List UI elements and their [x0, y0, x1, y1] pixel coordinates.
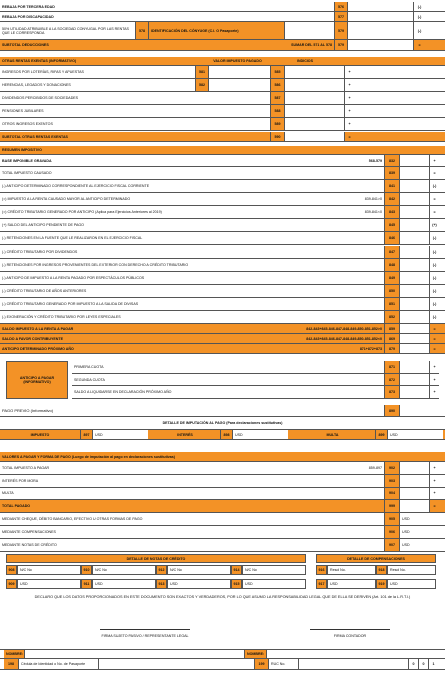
- section-header: [0, 452, 445, 462]
- row-label: MULTA: [2, 491, 14, 496]
- sign: +: [429, 374, 439, 386]
- row-label: (-) RETENCIONES POR INGRESOS PROVENIENTES DEL EXTERIOR CON DERECHO A CRÉDITO TRIBUTARIO: [2, 262, 189, 267]
- row-label: SALDO IMPUESTO A LA RENTA A PAGAR: [2, 326, 74, 331]
- field-code: 846: [384, 232, 399, 244]
- exempt-row: [0, 66, 445, 79]
- value-field[interactable]: [399, 180, 429, 192]
- field-code: 909: [6, 579, 17, 589]
- summary-row: [0, 232, 445, 245]
- value-field[interactable]: [399, 193, 429, 205]
- value-field[interactable]: [347, 12, 413, 21]
- imputation-label: IMPUESTO: [30, 432, 50, 437]
- field-code: 912: [156, 565, 167, 575]
- column-header: INDICIOS: [297, 59, 313, 63]
- sign: +: [429, 475, 439, 487]
- sign: (-): [429, 246, 439, 258]
- row-label: MEDIANTE NOTAS DE CRÉDITO: [2, 542, 57, 547]
- sign: +: [344, 66, 354, 78]
- form-row: [0, 2, 445, 12]
- form-row: [0, 324, 445, 334]
- value-field[interactable]: [399, 462, 429, 474]
- value-field[interactable]: [399, 259, 429, 271]
- field-code: 859: [384, 324, 399, 333]
- section-header: [0, 57, 445, 66]
- row-label: INGRESOS POR LOTERÍAS, RIFAS Y APUESTAS: [2, 70, 84, 74]
- field-code: 842: [384, 193, 399, 205]
- field-code: 919: [376, 579, 387, 589]
- ruc-digit: 0: [408, 659, 418, 669]
- field-code: 917: [316, 579, 327, 589]
- formula: 859-897: [368, 465, 382, 470]
- field-code: 576: [334, 2, 347, 11]
- field-code: 903: [384, 475, 399, 487]
- field-code: 839: [384, 167, 399, 179]
- exempt-row: [0, 92, 445, 105]
- row-label: (-) ANTICIPO DE IMPUESTO A LA RENTA PAGADO POR ESPECTÁCULOS PÚBLICOS: [2, 275, 145, 280]
- spouse-id-field[interactable]: [284, 22, 334, 39]
- value-field[interactable]: [284, 66, 344, 78]
- value-field[interactable]: [284, 92, 344, 104]
- section-header: [0, 146, 445, 155]
- payment-row: [0, 475, 445, 488]
- sign: +: [429, 462, 439, 474]
- value-field[interactable]: [399, 488, 429, 500]
- row-label: INTERÉS POR MORA: [2, 478, 39, 483]
- summary-row: [0, 272, 445, 285]
- credit-note-field[interactable]: USD: [242, 579, 306, 589]
- summary-row: [0, 311, 445, 324]
- compensation-field[interactable]: USD: [387, 579, 436, 589]
- field-code: 586: [270, 79, 284, 91]
- section-title: VALORES A PAGAR Y FORMA DE PAGO (Luego de imputación al pago en declaraciones sustitutivas): [2, 454, 175, 459]
- value-field[interactable]: [284, 118, 344, 130]
- summary-row: [0, 180, 445, 193]
- credit-note-field[interactable]: N/C No: [17, 565, 81, 575]
- sign: =: [429, 193, 439, 205]
- row-label: 50% UTILIDAD ATRIBUIBLE A LA SOCIEDAD CONYUGAL POR LAS RENTAS QUE LE CORRESPONDA: [2, 26, 129, 35]
- imputation-value[interactable]: USD: [232, 430, 288, 439]
- field-code: 849: [384, 272, 399, 284]
- value-field[interactable]: [399, 311, 429, 323]
- exempt-row: [0, 79, 445, 92]
- sign: (-): [429, 285, 439, 297]
- formula: 842-843+845-846-847-848-849-850-851-852>0: [306, 326, 382, 331]
- form-row: [0, 12, 445, 22]
- value-field[interactable]: USD: [399, 539, 429, 551]
- payment-row: [0, 539, 445, 552]
- row-label: MEDIANTE CHEQUE, DÉBITO BANCARIO, EFECTIVO U OTRAS FORMAS DE PAGO: [2, 517, 143, 522]
- id-field[interactable]: [98, 659, 244, 669]
- sign: +: [429, 361, 439, 373]
- ruc-field[interactable]: [298, 659, 408, 669]
- field-code: 918: [376, 565, 387, 575]
- form-row: [0, 344, 445, 354]
- sign: =: [429, 344, 439, 353]
- summary-row: [0, 285, 445, 298]
- advance-block-title: ANTICIPO A PAGAR (INFORMATIVO): [6, 361, 68, 399]
- field-code: 906: [384, 526, 399, 538]
- row-label: HERENCIAS, LEGADOS Y DONACIONES: [2, 83, 71, 87]
- signature-label-taxpayer: FIRMA SUJETO PASIVO / REPRESENTANTE LEGAL: [101, 634, 189, 638]
- imputation-label: MULTA: [326, 432, 339, 437]
- field-code: 587: [270, 92, 284, 104]
- row-label: SUBTOTAL OTRAS RENTAS EXENTAS: [2, 134, 68, 139]
- sign: +: [429, 155, 439, 166]
- form-row: [0, 155, 445, 167]
- summary-row: [0, 219, 445, 232]
- sign: =: [344, 132, 354, 141]
- column-header: VALOR IMPUESTO PAGADO: [213, 59, 262, 63]
- field-code: 915: [231, 579, 242, 589]
- compensation-field[interactable]: Resol No.: [387, 565, 436, 575]
- sign: =: [429, 334, 439, 343]
- footer-row: [0, 659, 445, 670]
- field-code: 578: [135, 22, 148, 39]
- field-code: 850: [384, 285, 399, 297]
- subtotal-row: [0, 40, 445, 51]
- name-label: NOMBRE:: [244, 650, 266, 658]
- row-label: TOTAL IMPUESTO CAUSADO: [2, 171, 52, 176]
- summary-row: [0, 167, 445, 180]
- field-code: 899: [375, 430, 387, 439]
- compensations-title: DETALLE DE COMPENSACIONES: [316, 554, 436, 563]
- imputation-value[interactable]: USD: [387, 430, 443, 439]
- summary-row: [0, 298, 445, 311]
- field-code: 879: [384, 344, 399, 353]
- value-field[interactable]: [208, 66, 270, 78]
- sign: (-): [413, 12, 425, 21]
- row-label: (-) EXONERACIÓN Y CRÉDITO TRIBUTARIO POR LEYES ESPECIALES: [2, 314, 121, 319]
- imputation-value[interactable]: USD: [92, 430, 148, 439]
- row-label: SALDO A FAVOR CONTRIBUYENTE: [2, 336, 63, 341]
- field-code: 581: [195, 66, 208, 78]
- field-code: 905: [384, 513, 399, 525]
- sign: (-): [429, 298, 439, 310]
- row-label: (=) IMPUESTO A LA RENTA CAUSADO MAYOR AL ANTICIPO DETERMINADO: [2, 197, 131, 202]
- field-code: 585: [270, 66, 284, 78]
- summary-row: [0, 259, 445, 272]
- field-code: 582: [195, 79, 208, 91]
- exempt-row: [0, 118, 445, 131]
- row-label: TOTAL IMPUESTO A PAGAR: [2, 465, 50, 470]
- value-field[interactable]: [399, 219, 429, 231]
- payment-row: [0, 500, 445, 513]
- compensation-field[interactable]: USD: [327, 579, 376, 589]
- value-field[interactable]: [399, 324, 429, 333]
- sign: (-): [429, 259, 439, 271]
- value-field[interactable]: [399, 232, 429, 244]
- signature-label-accountant: FIRMA CONTADOR: [333, 634, 367, 638]
- sign: (-): [429, 180, 439, 192]
- sign: +: [344, 79, 354, 91]
- field-code: 898: [220, 430, 232, 439]
- value-field[interactable]: [399, 285, 429, 297]
- credit-note-field[interactable]: USD: [92, 579, 156, 589]
- section-title: OTRAS RENTAS EXENTAS (INFORMATIVO): [2, 59, 77, 63]
- payment-row: [0, 513, 445, 526]
- name-field[interactable]: [24, 650, 244, 658]
- field-code: 999: [384, 500, 399, 512]
- field-code: 847: [384, 246, 399, 258]
- field-code: 588: [270, 105, 284, 117]
- field-code: 897: [80, 430, 92, 439]
- advance-row: [72, 361, 439, 374]
- value-field[interactable]: [399, 405, 429, 416]
- subtotal-row: [0, 132, 445, 142]
- value-field[interactable]: [284, 132, 344, 141]
- value-field[interactable]: [399, 374, 429, 386]
- sign: +: [344, 118, 354, 130]
- row-label: (=) CRÉDITO TRIBUTARIO GENERADO POR ANTICIPO (Aplica para Ejercicios Anteriores al 2019): [2, 210, 162, 215]
- field-code: 832: [384, 155, 399, 166]
- value-field[interactable]: [399, 344, 429, 353]
- field-code: 910: [81, 565, 92, 575]
- field-code: 579: [334, 22, 347, 39]
- sign: +: [429, 386, 439, 398]
- credit-note-field[interactable]: N/C No: [167, 565, 231, 575]
- row-label: PAGO PREVIO (Informativo): [2, 408, 54, 413]
- value-field[interactable]: [399, 361, 429, 373]
- formula: SUMAR DEL 571 AL 578: [291, 43, 332, 47]
- formula: 839-841>0: [364, 197, 382, 202]
- field-code: 908: [6, 565, 17, 575]
- row-label: (+) SALDO DEL ANTICIPO PENDIENTE DE PAGO: [2, 223, 84, 228]
- credit-note-field[interactable]: USD: [167, 579, 231, 589]
- field-code: 869: [384, 334, 399, 343]
- name-label: NOMBRE:: [6, 652, 24, 656]
- value-field[interactable]: [399, 272, 429, 284]
- field-code: 890: [384, 405, 399, 416]
- formula: 842-843+845-846-847-848-849-850-851-852<0: [306, 336, 382, 341]
- footer-row: [0, 649, 445, 659]
- row-label: OTROS INGRESOS EXENTOS: [2, 122, 53, 126]
- sign: (-): [429, 272, 439, 284]
- form-row: [0, 405, 445, 417]
- value-field[interactable]: [399, 334, 429, 343]
- credit-note-field[interactable]: N/C No: [92, 565, 156, 575]
- field-code: 577: [334, 12, 347, 21]
- value-field[interactable]: [399, 298, 429, 310]
- field-code: 848: [384, 259, 399, 271]
- value-field[interactable]: [399, 206, 429, 218]
- field-code: 852: [384, 311, 399, 323]
- advance-row: [72, 374, 439, 387]
- sign: (+): [429, 219, 439, 231]
- row-label: SEGUNDA CUOTA: [74, 377, 105, 382]
- field-code: 911: [81, 579, 92, 589]
- payment-row: [0, 526, 445, 539]
- field-code: 902: [384, 462, 399, 474]
- row-label: SALDO A LIQUIDARSE EN DECLARACIÓN PRÓXIMO AÑO: [74, 390, 172, 395]
- payment-row: [0, 462, 445, 475]
- value-field[interactable]: [347, 40, 413, 50]
- field-code: 589: [270, 118, 284, 130]
- field-code: 851: [384, 298, 399, 310]
- summary-row: [0, 193, 445, 206]
- sign: +: [344, 92, 354, 104]
- field-code: 841: [384, 180, 399, 192]
- field-code: 843: [384, 206, 399, 218]
- value-field[interactable]: [399, 155, 429, 166]
- value-field[interactable]: [399, 246, 429, 258]
- value-field[interactable]: [208, 79, 270, 91]
- formula: 839-841<0: [364, 210, 382, 215]
- row-label: (-) CRÉDITO TRIBUTARIO DE AÑOS ANTERIORES: [2, 288, 87, 293]
- imputation-title: DETALLE DE IMPUTACIÓN AL PAGO (Para declaraciones sustitutivas): [162, 421, 283, 425]
- formula: 568-579: [368, 158, 382, 163]
- exempt-row: [0, 105, 445, 118]
- field-code: 872: [384, 374, 399, 386]
- compensation-field[interactable]: Resol No.: [327, 565, 376, 575]
- sign: (-): [413, 2, 425, 11]
- field-code: 873: [384, 386, 399, 398]
- form-row: [0, 334, 445, 344]
- form-row: [0, 22, 445, 40]
- value-field[interactable]: USD: [399, 513, 429, 525]
- row-label: SUBTOTAL DEDUCCIONES: [2, 43, 49, 47]
- row-label: (-) CRÉDITO TRIBUTARIO POR DIVIDENDOS: [2, 249, 78, 254]
- sign: (-): [429, 311, 439, 323]
- advance-row: [72, 386, 439, 399]
- value-field[interactable]: [399, 167, 429, 179]
- sign: =: [429, 500, 439, 512]
- ruc-label: RUC No.: [268, 659, 298, 669]
- value-field[interactable]: [347, 2, 413, 11]
- row-label: (-) CRÉDITO TRIBUTARIO GENERADO POR IMPUESTO A LA SALIDA DE DIVISAS: [2, 301, 139, 306]
- field-code: 914: [231, 565, 242, 575]
- value-field[interactable]: [399, 386, 429, 398]
- imputation-label: INTERÉS: [177, 432, 193, 437]
- field-code: 590: [270, 132, 284, 141]
- credit-note-field[interactable]: N/C No: [242, 565, 306, 575]
- id-label: Cédula de Identidad o No. de Pasaporte: [18, 659, 98, 669]
- formula: 871+872+873: [359, 346, 382, 351]
- field-code: 916: [316, 565, 327, 575]
- value-field[interactable]: [284, 105, 344, 117]
- sign: +: [429, 488, 439, 500]
- row-label: TOTAL PAGADO: [2, 504, 31, 509]
- row-label: (-) RETENCIONES EN LA FUENTE QUE LE REALIZARON EN EL EJERCICIO FISCAL: [2, 236, 143, 241]
- field-code: 579: [334, 40, 347, 50]
- field-code: 198: [4, 659, 18, 669]
- row-label: BASE IMPONIBLE GRAVADA: [2, 158, 52, 163]
- row-label: PRIMERA CUOTA: [74, 364, 104, 369]
- declaration-text: DECLARO QUE LOS DATOS PROPORCIONADOS EN ESTE DOCUMENTO SON EXACTOS Y VERDADEROS, POR LO QUE ASUMO LA RESPONSABILIDAD LEGAL QUE DE ELLA SE DERIVEN (Art. 101 de la L.R.T.I.): [34, 595, 411, 599]
- field-code: 199: [254, 659, 268, 669]
- field-code: 907: [384, 539, 399, 551]
- sign: (-): [429, 232, 439, 244]
- sign: =: [413, 40, 425, 50]
- sign: =: [429, 206, 439, 218]
- sign: (-): [413, 22, 425, 39]
- row-label: REBAJA POR DISCAPACIDAD: [2, 14, 54, 19]
- value-field[interactable]: [399, 475, 429, 487]
- ruc-digit: 1: [428, 659, 438, 669]
- row-label: (-) ANTICIPO DETERMINADO CORRESPONDIENTE AL EJERCICIO FISCAL CORRIENTE: [2, 184, 150, 189]
- field-code: 913: [156, 579, 167, 589]
- imputation-row: [0, 429, 445, 440]
- name-field[interactable]: [266, 650, 441, 658]
- section-title: RESUMEN IMPOSITIVO: [2, 148, 42, 152]
- row-label: MEDIANTE COMPENSACIONES: [2, 529, 56, 534]
- value-field[interactable]: USD: [399, 526, 429, 538]
- ruc-digit: 0: [418, 659, 428, 669]
- field-code: 871: [384, 361, 399, 373]
- sign: =: [429, 324, 439, 333]
- row-label: REBAJA POR TERCERA EDAD: [2, 4, 55, 9]
- value-field[interactable]: [284, 79, 344, 91]
- field-code: 904: [384, 488, 399, 500]
- row-label: ANTICIPO DETERMINADO PRÓXIMO AÑO: [2, 346, 74, 351]
- payment-row: [0, 488, 445, 501]
- spouse-id-label: IDENTIFICACIÓN DEL CÓNYUGE (C.I. O Pasaporte): [148, 22, 284, 39]
- summary-row: [0, 206, 445, 219]
- summary-row: [0, 246, 445, 259]
- sign: =: [429, 167, 439, 179]
- value-field[interactable]: [399, 500, 429, 512]
- row-label: PENSIONES JUBILARES: [2, 109, 44, 113]
- credit-note-field[interactable]: USD: [17, 579, 81, 589]
- credit-notes-title: DETALLE DE NOTAS DE CRÉDITO: [6, 554, 306, 563]
- sign: +: [344, 105, 354, 117]
- row-label: DIVIDENDOS PERCIBIDOS DE SOCIEDADES: [2, 96, 79, 100]
- value-field[interactable]: [347, 22, 413, 39]
- field-code: 845: [384, 219, 399, 231]
